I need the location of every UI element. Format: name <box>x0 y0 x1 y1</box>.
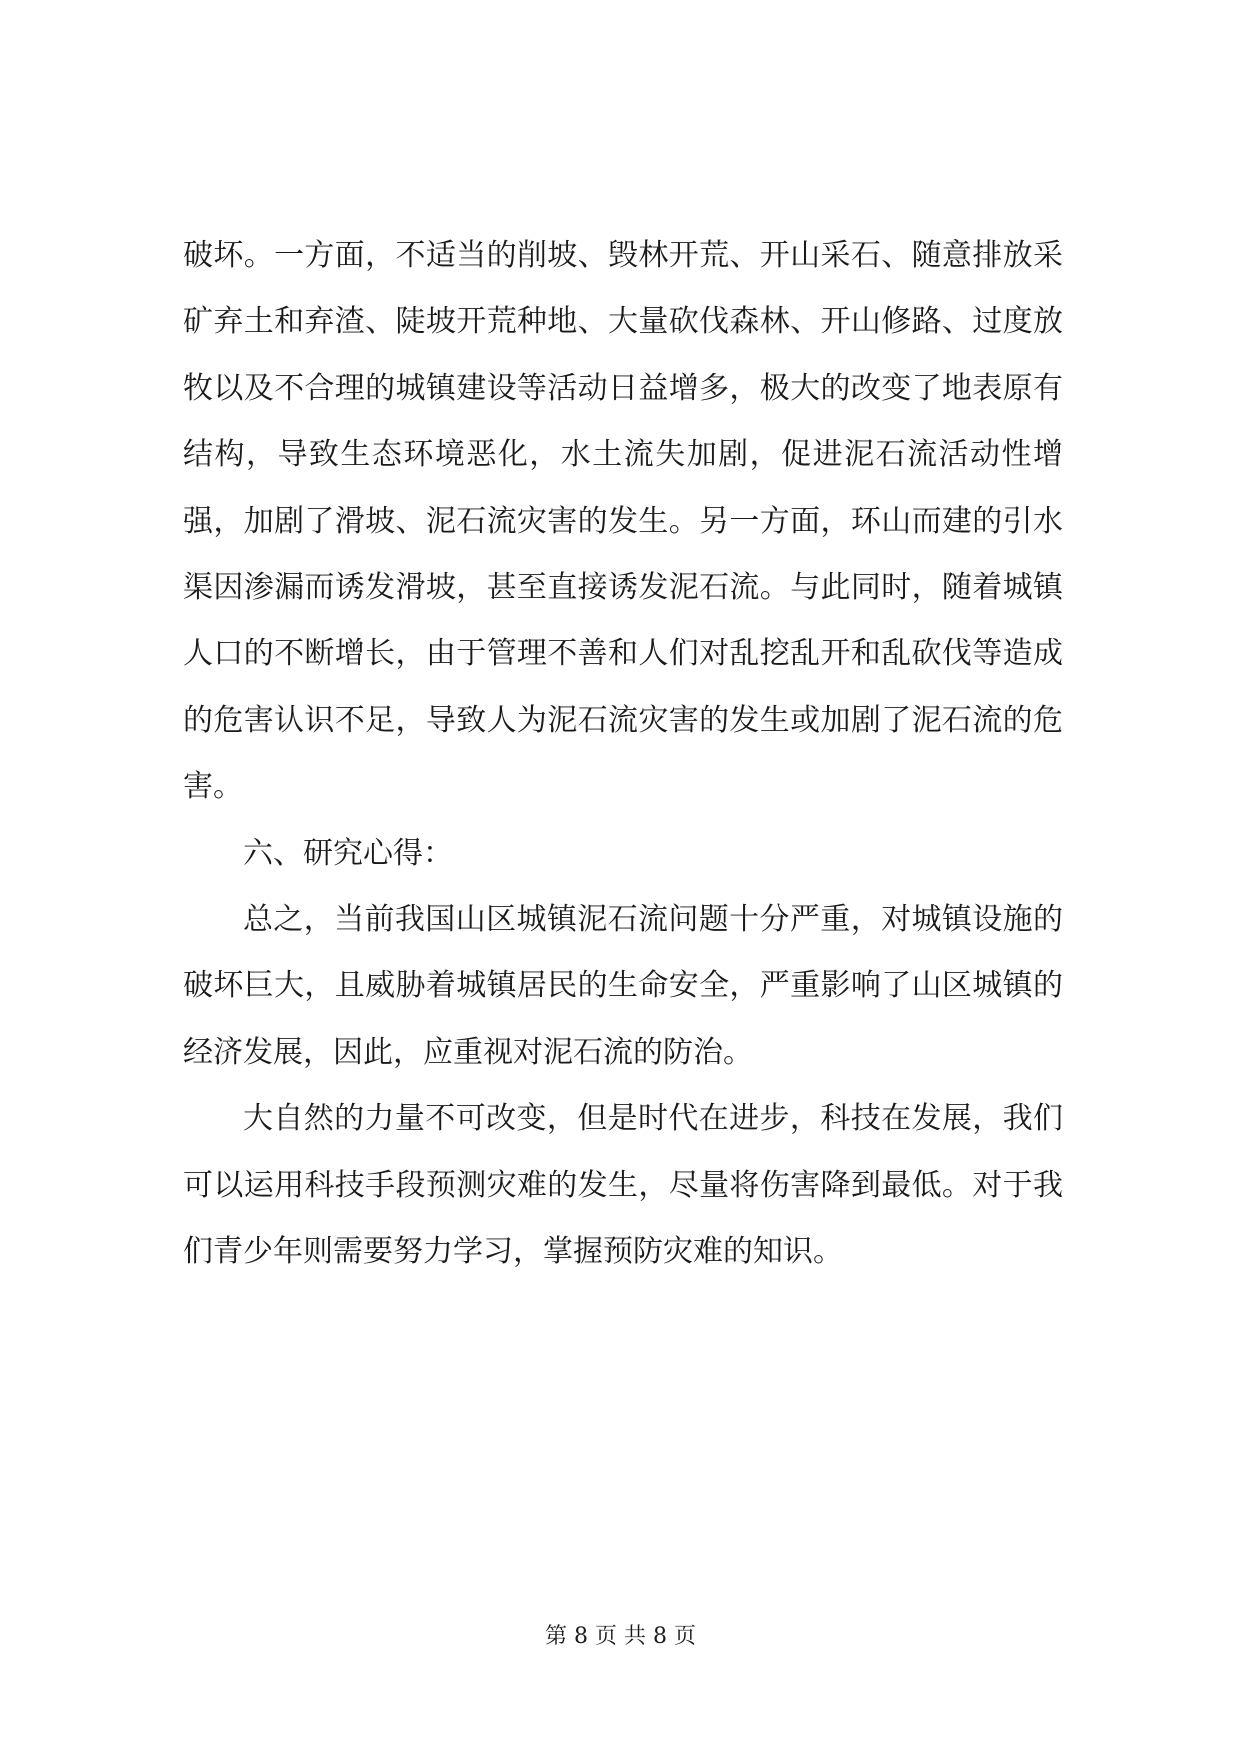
document-body <box>183 223 1063 1286</box>
paragraph-continuation: 破坏。一方面，不适当的削坡、毁林开荒、开山采石、随意排放采矿弃土和弃渣、陡坡开荒种地、大量砍伐森林、开山修路、过度放牧以及不合理的城镇建设等活动日益增多，极大的改变了地表原有结构，导致生态环境恶化，水土流失加剧，促进泥石流活动性增强，加剧了滑坡、泥石流灾害的发生。另一方面，环山而建的引水渠因渗漏而诱发滑坡，甚至直接诱发泥石流。与此同时，随着城镇人口的不断增长，由于管理不善和人们对乱挖乱开和乱砍伐等造成的危害认识不足，导致人为泥石流灾害的发生或加剧了泥石流的危害。 <box>183 238 1063 805</box>
paragraph-summary: 总之，当前我国山区城镇泥石流问题十分严重，对城镇设施的破坏巨大，且威胁着城镇居民的生命安全，严重影响了山区城镇的经济发展，因此，应重视对泥石流的防治。 <box>183 902 1063 1070</box>
page-number-footer: 第 8 页 共 8 页 <box>545 1624 696 1649</box>
paragraph-conclusion: 大自然的力量不可改变，但是时代在进步，科技在发展，我们可以运用科技手段预测灾难的发生，尽量将伤害降到最低。对于我们青少年则需要努力学习，掌握预防灾难的知识。 <box>183 1101 1063 1270</box>
section-heading: 六、研究心得： <box>243 835 453 871</box>
